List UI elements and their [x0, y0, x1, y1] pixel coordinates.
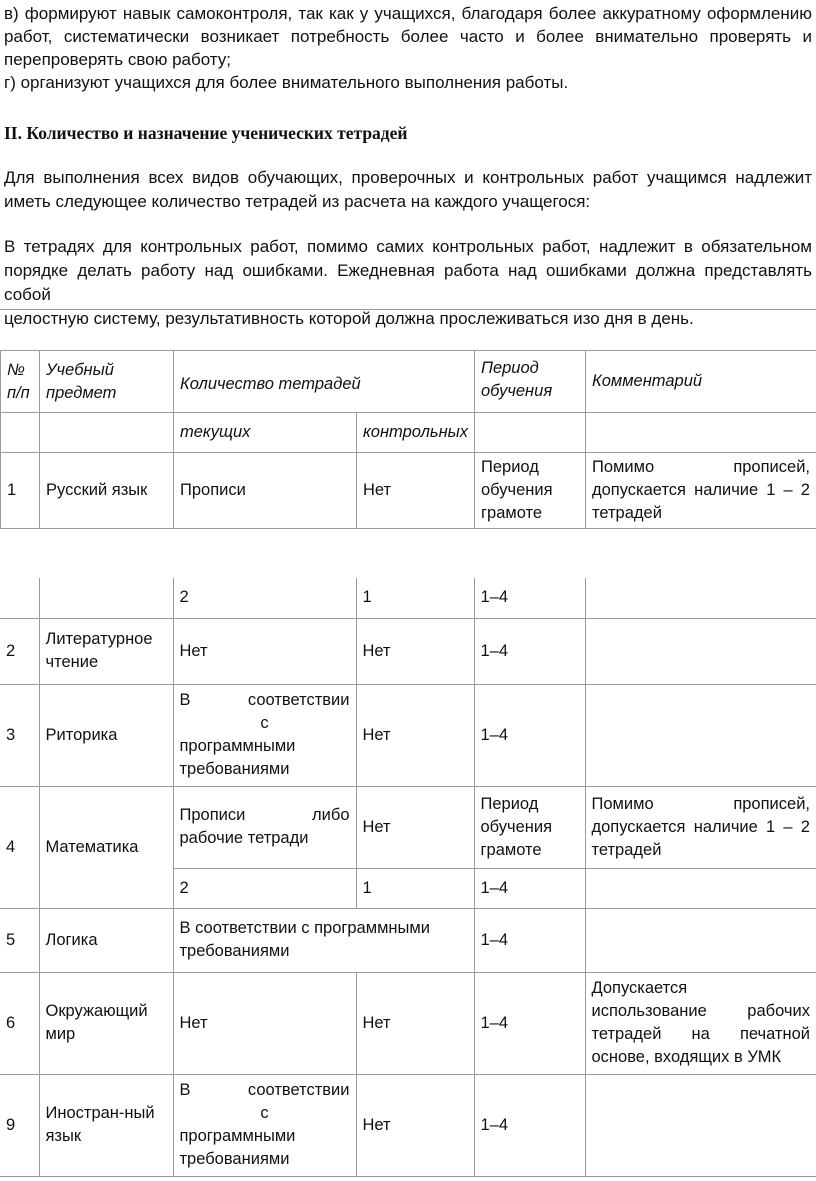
divider-line — [0, 309, 816, 310]
row1b-current: 2 — [173, 578, 356, 618]
row3-current-c: программными — [179, 737, 296, 755]
row2-period: 1–4 — [474, 618, 585, 684]
header-comment: Комментарий — [586, 351, 816, 413]
table-header-row — [1, 351, 816, 413]
intro-paragraph — [4, 2, 812, 94]
subheader-empty-1 — [1, 413, 40, 453]
row6-period: 1–4 — [474, 972, 585, 1074]
row2-comment — [585, 618, 816, 684]
table-row-1 — [1, 453, 816, 529]
row3-current-a: В соответствии — [179, 691, 350, 709]
row9-current — [173, 1074, 356, 1176]
row4-comment-c: тетрадей — [591, 840, 662, 859]
row6-comment-a: Допускается — [591, 979, 688, 997]
row6-comment-d: основе, входящих в УМК — [591, 1048, 782, 1066]
row1b-comment — [585, 578, 816, 618]
row9-subject — [39, 1074, 173, 1176]
row4-period-c: грамоте — [480, 840, 542, 859]
para2-line1: В тетрадях для контрольных работ, помимо самих контрольных работ, надлежит в обязательном — [4, 237, 812, 256]
row1-period-b: обучения — [481, 481, 553, 499]
row6-control: Нет — [356, 972, 474, 1074]
row2-control: Нет — [356, 618, 474, 684]
para1-line2: иметь следующее количество тетрадей из расчета на каждого учащегося: — [4, 192, 591, 211]
section-heading: II. Количество и назначение ученических тетрадей — [4, 123, 408, 143]
row5-subject: Логика — [39, 908, 173, 972]
table-row-9 — [0, 1074, 816, 1176]
table-row-2 — [0, 618, 816, 684]
para1-line1: Для выполнения всех видов обучающих, проверочных и контрольных работ учащимся надлежит — [4, 168, 812, 187]
row9-current-d: требованиями — [179, 1150, 290, 1168]
subheader-current: текущих — [174, 413, 357, 453]
row1b-subject — [39, 578, 173, 618]
row6-subject-b: мир — [45, 1025, 76, 1043]
row1-comment-b: допускается наличие 1 – 2 — [592, 481, 810, 499]
header-subject — [40, 351, 174, 413]
row4-subject: Математика — [39, 786, 173, 908]
row9-period: 1–4 — [474, 1074, 585, 1176]
table-row-1-continued — [0, 578, 816, 618]
intro-line-v2: работ, систематически возникает потребность более часто и более внимательно проверять и — [4, 27, 812, 46]
row9-subject-b: язык — [45, 1127, 82, 1145]
header-subject-a: Учебный — [46, 361, 114, 379]
row1-number: 1 — [1, 453, 40, 529]
row4-comment-a: Помимо прописей, — [591, 794, 810, 813]
table-row-6 — [0, 972, 816, 1074]
row3-number: 3 — [0, 684, 39, 786]
row5-period: 1–4 — [474, 908, 585, 972]
row3-current-d: требованиями — [179, 760, 290, 778]
table-row-4 — [0, 786, 816, 868]
subheader-empty-2 — [40, 413, 174, 453]
row9-control: Нет — [356, 1074, 474, 1176]
paragraph-control-works — [4, 235, 812, 331]
paragraph-notebooks — [4, 166, 812, 214]
intro-line-v1: в) формируют навык самоконтроля, так как у учащихся, благодаря более аккуратному оформлению — [4, 4, 812, 23]
row1-comment — [586, 453, 816, 529]
row3-current — [173, 684, 356, 786]
row1b-number — [0, 578, 39, 618]
row2-subject-b: чтение — [45, 653, 99, 671]
para2-line3: целостную систему, результативность которой должна прослеживаться изо дня в день. — [4, 309, 694, 328]
row5-comment — [585, 908, 816, 972]
row1-subject: Русский язык — [40, 453, 174, 529]
header-number-b: п/п — [7, 383, 30, 402]
row3-period: 1–4 — [474, 684, 585, 786]
row6-subject — [39, 972, 173, 1074]
row1-control: Нет — [357, 453, 475, 529]
row1-comment-c: тетрадей — [592, 504, 662, 522]
row9-current-b: с — [260, 1104, 269, 1122]
row6-comment — [585, 972, 816, 1074]
row6-number: 6 — [0, 972, 39, 1074]
row1b-period: 1–4 — [474, 578, 585, 618]
header-number-a: № — [7, 360, 25, 379]
row4-period-b: обучения — [480, 817, 553, 836]
row3-subject: Риторика — [39, 684, 173, 786]
row4b-comment — [585, 868, 816, 908]
row9-current-c: программными — [179, 1127, 296, 1145]
row6-comment-b: использование рабочих — [591, 1002, 810, 1020]
header-count: Количество тетрадей — [174, 351, 475, 413]
row9-current-a: В соответствии — [179, 1081, 350, 1099]
row2-number: 2 — [0, 618, 39, 684]
subheader-control: контрольных — [357, 413, 475, 453]
subheader-empty-4 — [586, 413, 816, 453]
intro-line-g: г) организуют учащихся для более внимательного выполнения работы. — [4, 73, 569, 92]
row4-period — [474, 786, 585, 868]
row4-comment-b: допускается наличие 1 – 2 — [591, 817, 810, 836]
row4-current-b: рабочие тетради — [179, 829, 309, 847]
row6-current: Нет — [173, 972, 356, 1074]
row1-period-c: грамоте — [481, 504, 543, 522]
row1-current: Прописи — [174, 453, 357, 529]
row4-current-a: Прописи либо — [179, 806, 350, 824]
row1-period — [475, 453, 586, 529]
table-subheader-row — [1, 413, 816, 453]
para2-line2: порядке делать работу над ошибками. Ежедневная работа над ошибками должна представлять собой — [4, 261, 812, 304]
table-row-5 — [0, 908, 816, 972]
header-period-b: обучения — [481, 382, 553, 400]
row4b-control: 1 — [356, 868, 474, 908]
header-period — [475, 351, 586, 413]
row1-comment-a: Помимо прописей, — [592, 458, 810, 476]
row4-period-a: Период — [480, 794, 539, 813]
row1b-control: 1 — [356, 578, 474, 618]
row5-merged-a: В соответствии с программными — [179, 919, 430, 937]
row2-subject — [39, 618, 173, 684]
row2-current: Нет — [173, 618, 356, 684]
row4-current — [173, 786, 356, 868]
row5-merged-count — [173, 908, 474, 972]
subheader-empty-3 — [475, 413, 586, 453]
row6-subject-a: Окружающий — [45, 1002, 148, 1020]
row5-merged-b: требованиями — [179, 942, 290, 960]
row3-current-b: с — [260, 714, 269, 732]
header-period-a: Период — [481, 359, 539, 377]
row2-subject-a: Литературное — [45, 630, 153, 648]
table-row-3 — [0, 684, 816, 786]
row1-period-a: Период — [481, 458, 539, 476]
header-subject-b: предмет — [46, 384, 117, 402]
row6-comment-c: тетрадей на печатной — [591, 1025, 810, 1043]
row9-subject-a: Иностран-ный — [45, 1104, 155, 1122]
row4-control: Нет — [356, 786, 474, 868]
row9-number: 9 — [0, 1074, 39, 1176]
notebooks-table-part2 — [0, 578, 816, 1177]
row4-number: 4 — [0, 786, 39, 908]
intro-line-v3: перепроверять свою работу; — [4, 50, 232, 69]
row3-comment — [585, 684, 816, 786]
row4b-period: 1–4 — [474, 868, 585, 908]
row5-number: 5 — [0, 908, 39, 972]
row9-comment — [585, 1074, 816, 1176]
notebooks-table-part1 — [0, 350, 816, 529]
row4-comment — [585, 786, 816, 868]
row4b-current: 2 — [173, 868, 356, 908]
row3-control: Нет — [356, 684, 474, 786]
header-number — [1, 351, 40, 413]
